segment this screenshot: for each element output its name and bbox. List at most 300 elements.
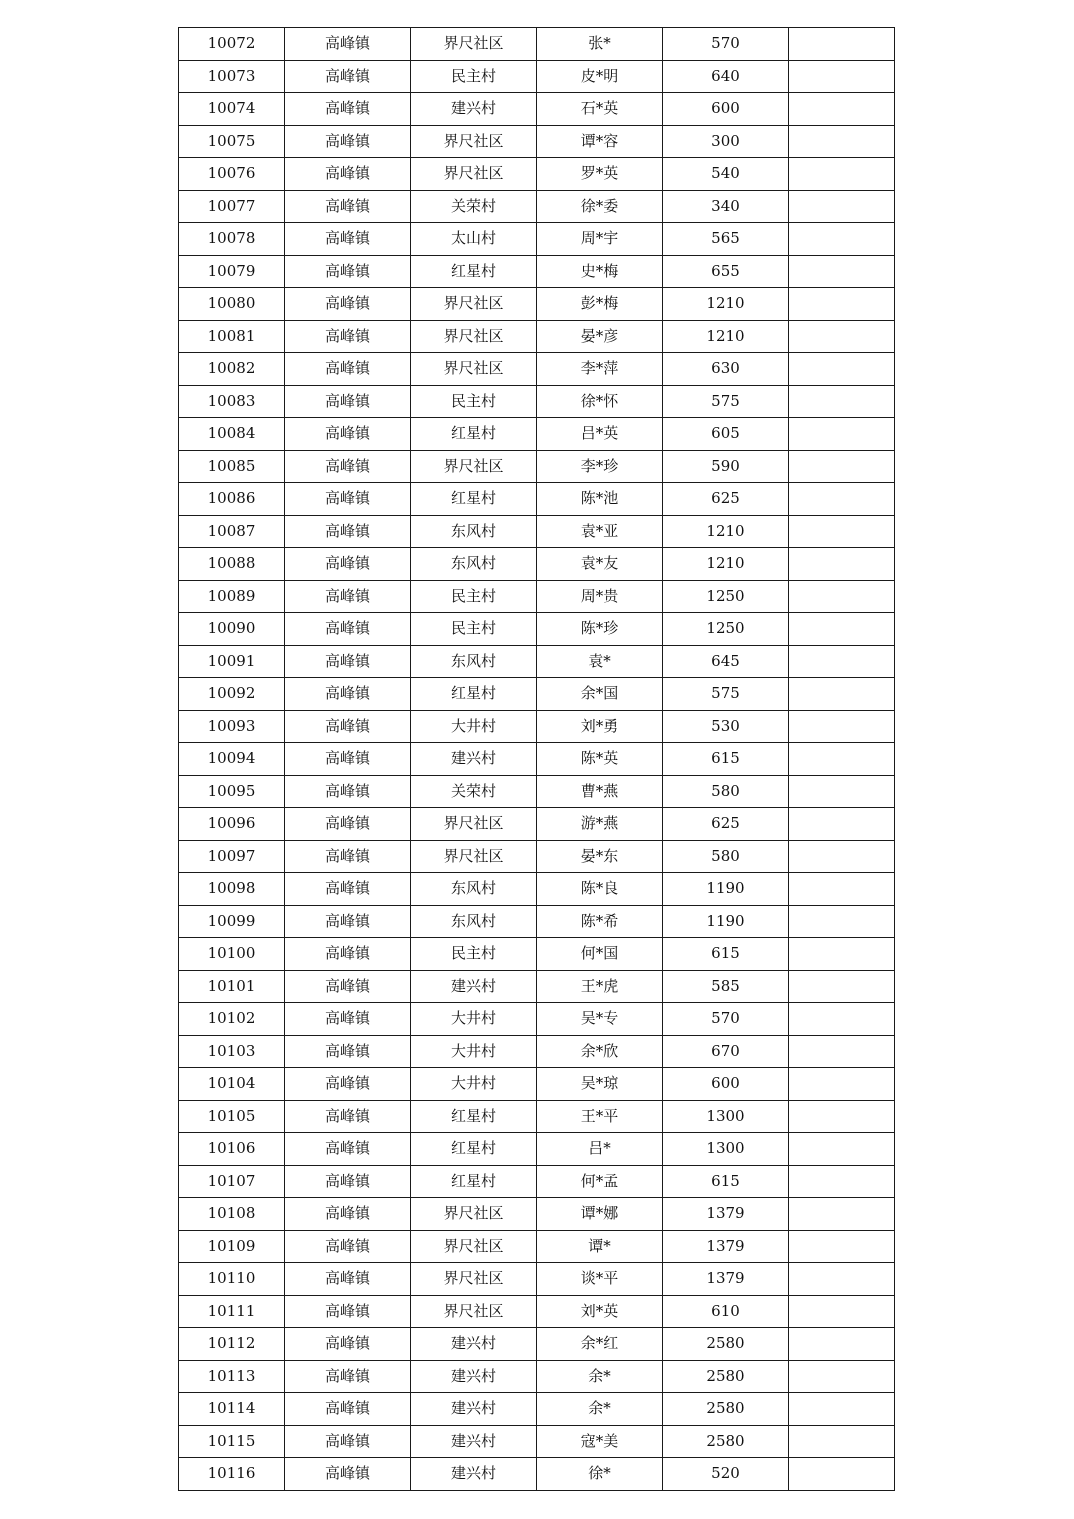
cell-serial-number: 10077 bbox=[179, 190, 285, 223]
cell-remark bbox=[789, 808, 895, 841]
table-row bbox=[179, 938, 895, 971]
cell-town: 高峰镇 bbox=[285, 450, 411, 483]
cell-village: 红星村 bbox=[411, 418, 537, 451]
cell-village: 关荣村 bbox=[411, 190, 537, 223]
table-row bbox=[179, 60, 895, 93]
cell-amount: 1190 bbox=[663, 873, 789, 906]
cell-amount: 625 bbox=[663, 808, 789, 841]
cell-remark bbox=[789, 613, 895, 646]
table-row bbox=[179, 418, 895, 451]
cell-serial-number: 10102 bbox=[179, 1003, 285, 1036]
cell-town: 高峰镇 bbox=[285, 548, 411, 581]
cell-remark bbox=[789, 970, 895, 1003]
cell-amount: 1210 bbox=[663, 320, 789, 353]
cell-serial-number: 10116 bbox=[179, 1458, 285, 1491]
cell-person-name: 王*平 bbox=[537, 1100, 663, 1133]
cell-town: 高峰镇 bbox=[285, 1165, 411, 1198]
cell-person-name: 谈*平 bbox=[537, 1263, 663, 1296]
cell-village: 建兴村 bbox=[411, 1360, 537, 1393]
cell-person-name: 徐*委 bbox=[537, 190, 663, 223]
cell-person-name: 袁*友 bbox=[537, 548, 663, 581]
cell-town: 高峰镇 bbox=[285, 1198, 411, 1231]
cell-serial-number: 10112 bbox=[179, 1328, 285, 1361]
cell-amount: 600 bbox=[663, 1068, 789, 1101]
cell-amount: 1210 bbox=[663, 515, 789, 548]
cell-village: 大井村 bbox=[411, 1068, 537, 1101]
cell-town: 高峰镇 bbox=[285, 1003, 411, 1036]
cell-person-name: 何*孟 bbox=[537, 1165, 663, 1198]
cell-village: 东风村 bbox=[411, 548, 537, 581]
table-row bbox=[179, 775, 895, 808]
cell-person-name: 史*梅 bbox=[537, 255, 663, 288]
cell-remark bbox=[789, 385, 895, 418]
table-row bbox=[179, 548, 895, 581]
cell-town: 高峰镇 bbox=[285, 385, 411, 418]
cell-person-name: 晏*彦 bbox=[537, 320, 663, 353]
table-row bbox=[179, 1230, 895, 1263]
cell-person-name: 罗*英 bbox=[537, 158, 663, 191]
cell-person-name: 王*虎 bbox=[537, 970, 663, 1003]
cell-person-name: 何*国 bbox=[537, 938, 663, 971]
cell-remark bbox=[789, 743, 895, 776]
cell-village: 界尺社区 bbox=[411, 288, 537, 321]
table-row bbox=[179, 1295, 895, 1328]
table-row bbox=[179, 353, 895, 386]
cell-town: 高峰镇 bbox=[285, 743, 411, 776]
cell-town: 高峰镇 bbox=[285, 645, 411, 678]
cell-remark bbox=[789, 1230, 895, 1263]
cell-remark bbox=[789, 840, 895, 873]
cell-remark bbox=[789, 1360, 895, 1393]
cell-village: 建兴村 bbox=[411, 970, 537, 1003]
cell-serial-number: 10096 bbox=[179, 808, 285, 841]
cell-serial-number: 10073 bbox=[179, 60, 285, 93]
cell-town: 高峰镇 bbox=[285, 840, 411, 873]
cell-town: 高峰镇 bbox=[285, 808, 411, 841]
cell-village: 东风村 bbox=[411, 645, 537, 678]
cell-town: 高峰镇 bbox=[285, 320, 411, 353]
cell-village: 民主村 bbox=[411, 60, 537, 93]
cell-amount: 520 bbox=[663, 1458, 789, 1491]
table-row bbox=[179, 93, 895, 126]
cell-town: 高峰镇 bbox=[285, 613, 411, 646]
cell-town: 高峰镇 bbox=[285, 775, 411, 808]
table-row bbox=[179, 1003, 895, 1036]
cell-amount: 1379 bbox=[663, 1263, 789, 1296]
cell-village: 界尺社区 bbox=[411, 1295, 537, 1328]
cell-village: 大井村 bbox=[411, 1003, 537, 1036]
cell-serial-number: 10094 bbox=[179, 743, 285, 776]
table-row bbox=[179, 1198, 895, 1231]
table-row bbox=[179, 645, 895, 678]
table-row bbox=[179, 1458, 895, 1491]
cell-serial-number: 10085 bbox=[179, 450, 285, 483]
cell-remark bbox=[789, 1328, 895, 1361]
table-row bbox=[179, 580, 895, 613]
cell-village: 建兴村 bbox=[411, 1393, 537, 1426]
cell-village: 东风村 bbox=[411, 515, 537, 548]
cell-town: 高峰镇 bbox=[285, 288, 411, 321]
cell-serial-number: 10100 bbox=[179, 938, 285, 971]
cell-village: 界尺社区 bbox=[411, 808, 537, 841]
cell-remark bbox=[789, 450, 895, 483]
cell-remark bbox=[789, 710, 895, 743]
cell-serial-number: 10083 bbox=[179, 385, 285, 418]
cell-village: 红星村 bbox=[411, 1165, 537, 1198]
cell-village: 界尺社区 bbox=[411, 1263, 537, 1296]
table-row bbox=[179, 1100, 895, 1133]
cell-serial-number: 10107 bbox=[179, 1165, 285, 1198]
cell-village: 关荣村 bbox=[411, 775, 537, 808]
cell-remark bbox=[789, 580, 895, 613]
table-row bbox=[179, 1133, 895, 1166]
cell-village: 民主村 bbox=[411, 385, 537, 418]
table-row bbox=[179, 223, 895, 256]
cell-serial-number: 10115 bbox=[179, 1425, 285, 1458]
cell-serial-number: 10104 bbox=[179, 1068, 285, 1101]
cell-serial-number: 10106 bbox=[179, 1133, 285, 1166]
cell-remark bbox=[789, 1295, 895, 1328]
cell-amount: 1379 bbox=[663, 1198, 789, 1231]
cell-town: 高峰镇 bbox=[285, 353, 411, 386]
cell-amount: 2580 bbox=[663, 1393, 789, 1426]
cell-serial-number: 10076 bbox=[179, 158, 285, 191]
cell-village: 红星村 bbox=[411, 255, 537, 288]
table-row bbox=[179, 743, 895, 776]
cell-town: 高峰镇 bbox=[285, 125, 411, 158]
cell-town: 高峰镇 bbox=[285, 60, 411, 93]
cell-serial-number: 10080 bbox=[179, 288, 285, 321]
cell-person-name: 周*宇 bbox=[537, 223, 663, 256]
cell-town: 高峰镇 bbox=[285, 1068, 411, 1101]
cell-town: 高峰镇 bbox=[285, 158, 411, 191]
cell-village: 界尺社区 bbox=[411, 125, 537, 158]
cell-town: 高峰镇 bbox=[285, 1230, 411, 1263]
cell-serial-number: 10108 bbox=[179, 1198, 285, 1231]
cell-remark bbox=[789, 548, 895, 581]
cell-serial-number: 10082 bbox=[179, 353, 285, 386]
cell-amount: 1300 bbox=[663, 1133, 789, 1166]
cell-amount: 2580 bbox=[663, 1360, 789, 1393]
cell-village: 太山村 bbox=[411, 223, 537, 256]
table-row bbox=[179, 1263, 895, 1296]
cell-town: 高峰镇 bbox=[285, 28, 411, 61]
cell-remark bbox=[789, 353, 895, 386]
cell-serial-number: 10092 bbox=[179, 678, 285, 711]
cell-amount: 640 bbox=[663, 60, 789, 93]
cell-town: 高峰镇 bbox=[285, 483, 411, 516]
cell-town: 高峰镇 bbox=[285, 93, 411, 126]
table-row bbox=[179, 288, 895, 321]
cell-amount: 575 bbox=[663, 678, 789, 711]
records-table bbox=[178, 27, 895, 1491]
table-row bbox=[179, 450, 895, 483]
cell-remark bbox=[789, 93, 895, 126]
cell-remark bbox=[789, 938, 895, 971]
cell-amount: 670 bbox=[663, 1035, 789, 1068]
cell-person-name: 余*国 bbox=[537, 678, 663, 711]
cell-town: 高峰镇 bbox=[285, 1035, 411, 1068]
cell-person-name: 刘*勇 bbox=[537, 710, 663, 743]
cell-village: 大井村 bbox=[411, 710, 537, 743]
cell-town: 高峰镇 bbox=[285, 678, 411, 711]
cell-remark bbox=[789, 678, 895, 711]
cell-town: 高峰镇 bbox=[285, 1393, 411, 1426]
cell-remark bbox=[789, 1035, 895, 1068]
cell-village: 红星村 bbox=[411, 1100, 537, 1133]
table-row bbox=[179, 515, 895, 548]
cell-remark bbox=[789, 60, 895, 93]
cell-town: 高峰镇 bbox=[285, 938, 411, 971]
cell-village: 界尺社区 bbox=[411, 450, 537, 483]
cell-amount: 575 bbox=[663, 385, 789, 418]
cell-amount: 565 bbox=[663, 223, 789, 256]
cell-serial-number: 10114 bbox=[179, 1393, 285, 1426]
cell-amount: 1300 bbox=[663, 1100, 789, 1133]
cell-town: 高峰镇 bbox=[285, 1425, 411, 1458]
cell-remark bbox=[789, 28, 895, 61]
cell-town: 高峰镇 bbox=[285, 580, 411, 613]
cell-town: 高峰镇 bbox=[285, 1100, 411, 1133]
cell-village: 民主村 bbox=[411, 580, 537, 613]
cell-remark bbox=[789, 418, 895, 451]
table-row bbox=[179, 483, 895, 516]
cell-amount: 590 bbox=[663, 450, 789, 483]
cell-remark bbox=[789, 1198, 895, 1231]
cell-serial-number: 10095 bbox=[179, 775, 285, 808]
cell-amount: 540 bbox=[663, 158, 789, 191]
cell-village: 民主村 bbox=[411, 938, 537, 971]
cell-person-name: 周*贵 bbox=[537, 580, 663, 613]
cell-amount: 585 bbox=[663, 970, 789, 1003]
cell-person-name: 谭*娜 bbox=[537, 1198, 663, 1231]
cell-village: 界尺社区 bbox=[411, 158, 537, 191]
cell-serial-number: 10090 bbox=[179, 613, 285, 646]
cell-person-name: 吴*专 bbox=[537, 1003, 663, 1036]
cell-remark bbox=[789, 1393, 895, 1426]
table-row bbox=[179, 125, 895, 158]
cell-village: 建兴村 bbox=[411, 93, 537, 126]
cell-serial-number: 10110 bbox=[179, 1263, 285, 1296]
cell-serial-number: 10072 bbox=[179, 28, 285, 61]
cell-amount: 605 bbox=[663, 418, 789, 451]
cell-serial-number: 10111 bbox=[179, 1295, 285, 1328]
cell-serial-number: 10075 bbox=[179, 125, 285, 158]
cell-town: 高峰镇 bbox=[285, 1133, 411, 1166]
cell-town: 高峰镇 bbox=[285, 970, 411, 1003]
cell-serial-number: 10079 bbox=[179, 255, 285, 288]
cell-amount: 1190 bbox=[663, 905, 789, 938]
table-row bbox=[179, 678, 895, 711]
cell-town: 高峰镇 bbox=[285, 873, 411, 906]
table-row bbox=[179, 613, 895, 646]
cell-person-name: 石*英 bbox=[537, 93, 663, 126]
cell-remark bbox=[789, 1425, 895, 1458]
cell-person-name: 陈*池 bbox=[537, 483, 663, 516]
cell-remark bbox=[789, 515, 895, 548]
cell-person-name: 刘*英 bbox=[537, 1295, 663, 1328]
cell-village: 东风村 bbox=[411, 905, 537, 938]
cell-remark bbox=[789, 905, 895, 938]
cell-serial-number: 10093 bbox=[179, 710, 285, 743]
cell-amount: 1379 bbox=[663, 1230, 789, 1263]
cell-serial-number: 10103 bbox=[179, 1035, 285, 1068]
cell-person-name: 余*欣 bbox=[537, 1035, 663, 1068]
cell-amount: 630 bbox=[663, 353, 789, 386]
table-row bbox=[179, 1425, 895, 1458]
cell-amount: 2580 bbox=[663, 1425, 789, 1458]
cell-person-name: 皮*明 bbox=[537, 60, 663, 93]
table-row bbox=[179, 1068, 895, 1101]
cell-remark bbox=[789, 1068, 895, 1101]
cell-amount: 1210 bbox=[663, 548, 789, 581]
cell-serial-number: 10097 bbox=[179, 840, 285, 873]
cell-village: 建兴村 bbox=[411, 743, 537, 776]
cell-serial-number: 10089 bbox=[179, 580, 285, 613]
cell-town: 高峰镇 bbox=[285, 1360, 411, 1393]
cell-village: 界尺社区 bbox=[411, 840, 537, 873]
cell-serial-number: 10091 bbox=[179, 645, 285, 678]
cell-remark bbox=[789, 483, 895, 516]
cell-amount: 610 bbox=[663, 1295, 789, 1328]
table-row bbox=[179, 808, 895, 841]
cell-amount: 615 bbox=[663, 743, 789, 776]
cell-remark bbox=[789, 645, 895, 678]
cell-person-name: 陈*珍 bbox=[537, 613, 663, 646]
cell-remark bbox=[789, 288, 895, 321]
table-row bbox=[179, 255, 895, 288]
cell-remark bbox=[789, 190, 895, 223]
cell-person-name: 余*红 bbox=[537, 1328, 663, 1361]
table-row bbox=[179, 970, 895, 1003]
table-row bbox=[179, 158, 895, 191]
cell-person-name: 陈*希 bbox=[537, 905, 663, 938]
cell-person-name: 袁*亚 bbox=[537, 515, 663, 548]
cell-person-name: 寇*美 bbox=[537, 1425, 663, 1458]
cell-village: 民主村 bbox=[411, 613, 537, 646]
cell-person-name: 李*珍 bbox=[537, 450, 663, 483]
cell-person-name: 吴*琼 bbox=[537, 1068, 663, 1101]
cell-serial-number: 10088 bbox=[179, 548, 285, 581]
cell-serial-number: 10087 bbox=[179, 515, 285, 548]
cell-remark bbox=[789, 873, 895, 906]
cell-amount: 655 bbox=[663, 255, 789, 288]
cell-remark bbox=[789, 1003, 895, 1036]
cell-serial-number: 10078 bbox=[179, 223, 285, 256]
cell-amount: 580 bbox=[663, 775, 789, 808]
cell-amount: 600 bbox=[663, 93, 789, 126]
cell-person-name: 袁* bbox=[537, 645, 663, 678]
cell-amount: 580 bbox=[663, 840, 789, 873]
cell-amount: 625 bbox=[663, 483, 789, 516]
table-row bbox=[179, 190, 895, 223]
cell-village: 建兴村 bbox=[411, 1328, 537, 1361]
cell-person-name: 谭*容 bbox=[537, 125, 663, 158]
cell-town: 高峰镇 bbox=[285, 1328, 411, 1361]
cell-village: 建兴村 bbox=[411, 1425, 537, 1458]
table-row bbox=[179, 1165, 895, 1198]
cell-amount: 1250 bbox=[663, 613, 789, 646]
cell-person-name: 游*燕 bbox=[537, 808, 663, 841]
cell-serial-number: 10101 bbox=[179, 970, 285, 1003]
table-row bbox=[179, 28, 895, 61]
cell-amount: 1250 bbox=[663, 580, 789, 613]
cell-amount: 645 bbox=[663, 645, 789, 678]
cell-town: 高峰镇 bbox=[285, 1458, 411, 1491]
cell-village: 界尺社区 bbox=[411, 28, 537, 61]
cell-remark bbox=[789, 1263, 895, 1296]
cell-town: 高峰镇 bbox=[285, 1263, 411, 1296]
cell-person-name: 陈*英 bbox=[537, 743, 663, 776]
cell-town: 高峰镇 bbox=[285, 1295, 411, 1328]
cell-town: 高峰镇 bbox=[285, 255, 411, 288]
cell-remark bbox=[789, 1100, 895, 1133]
cell-amount: 300 bbox=[663, 125, 789, 158]
cell-person-name: 吕* bbox=[537, 1133, 663, 1166]
cell-town: 高峰镇 bbox=[285, 418, 411, 451]
cell-village: 界尺社区 bbox=[411, 320, 537, 353]
cell-village: 界尺社区 bbox=[411, 1198, 537, 1231]
cell-remark bbox=[789, 1133, 895, 1166]
cell-remark bbox=[789, 320, 895, 353]
cell-person-name: 陈*良 bbox=[537, 873, 663, 906]
table-row bbox=[179, 873, 895, 906]
cell-amount: 530 bbox=[663, 710, 789, 743]
cell-person-name: 张* bbox=[537, 28, 663, 61]
cell-village: 大井村 bbox=[411, 1035, 537, 1068]
cell-serial-number: 10074 bbox=[179, 93, 285, 126]
cell-village: 红星村 bbox=[411, 678, 537, 711]
cell-amount: 615 bbox=[663, 938, 789, 971]
table-row bbox=[179, 710, 895, 743]
cell-person-name: 吕*英 bbox=[537, 418, 663, 451]
cell-remark bbox=[789, 1165, 895, 1198]
cell-village: 红星村 bbox=[411, 1133, 537, 1166]
cell-person-name: 余* bbox=[537, 1393, 663, 1426]
table-row bbox=[179, 905, 895, 938]
cell-town: 高峰镇 bbox=[285, 515, 411, 548]
records-table-body bbox=[179, 28, 895, 1491]
cell-person-name: 余* bbox=[537, 1360, 663, 1393]
cell-remark bbox=[789, 158, 895, 191]
cell-village: 建兴村 bbox=[411, 1458, 537, 1491]
table-row bbox=[179, 320, 895, 353]
cell-person-name: 谭* bbox=[537, 1230, 663, 1263]
cell-serial-number: 10098 bbox=[179, 873, 285, 906]
cell-village: 界尺社区 bbox=[411, 353, 537, 386]
cell-amount: 2580 bbox=[663, 1328, 789, 1361]
cell-amount: 615 bbox=[663, 1165, 789, 1198]
cell-serial-number: 10113 bbox=[179, 1360, 285, 1393]
cell-remark bbox=[789, 125, 895, 158]
cell-serial-number: 10084 bbox=[179, 418, 285, 451]
cell-remark bbox=[789, 1458, 895, 1491]
cell-serial-number: 10105 bbox=[179, 1100, 285, 1133]
cell-amount: 340 bbox=[663, 190, 789, 223]
cell-town: 高峰镇 bbox=[285, 223, 411, 256]
cell-serial-number: 10081 bbox=[179, 320, 285, 353]
cell-amount: 570 bbox=[663, 28, 789, 61]
cell-serial-number: 10086 bbox=[179, 483, 285, 516]
cell-town: 高峰镇 bbox=[285, 905, 411, 938]
cell-village: 界尺社区 bbox=[411, 1230, 537, 1263]
cell-remark bbox=[789, 223, 895, 256]
cell-town: 高峰镇 bbox=[285, 710, 411, 743]
cell-person-name: 徐*怀 bbox=[537, 385, 663, 418]
cell-amount: 1210 bbox=[663, 288, 789, 321]
cell-remark bbox=[789, 255, 895, 288]
cell-town: 高峰镇 bbox=[285, 190, 411, 223]
